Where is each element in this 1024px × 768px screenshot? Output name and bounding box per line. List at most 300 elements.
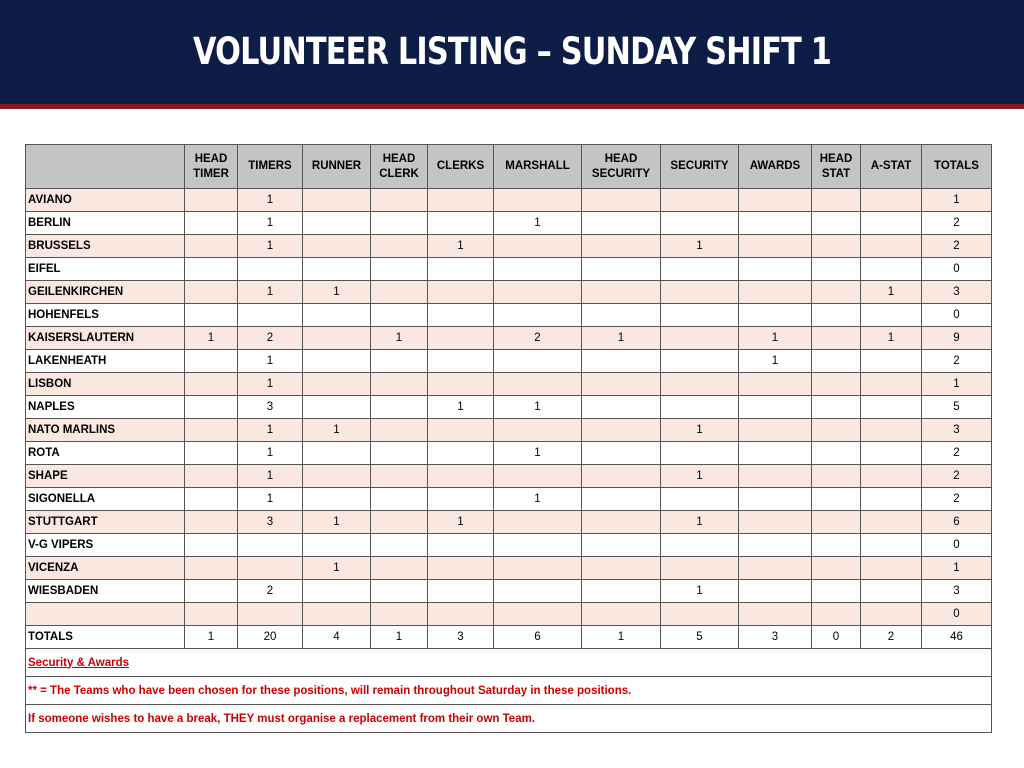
team-name: TOTALS (26, 626, 185, 649)
table-cell (739, 304, 812, 327)
table-cell (185, 580, 238, 603)
table-cell (661, 327, 739, 350)
table-cell: 3 (922, 419, 992, 442)
table-cell (661, 304, 739, 327)
table-cell (861, 580, 922, 603)
table-cell (582, 534, 661, 557)
column-header-line1: HEAD (194, 152, 228, 165)
table-cell (739, 258, 812, 281)
table-cell (861, 419, 922, 442)
column-header-line1: TOTALS (934, 160, 979, 172)
team-name: WIESBADEN (26, 580, 185, 603)
table-cell (494, 304, 582, 327)
header-cell-team (26, 145, 185, 189)
table-cell: 4 (303, 626, 371, 649)
table-cell (303, 327, 371, 350)
table-cell: 6 (922, 511, 992, 534)
table-cell (861, 350, 922, 373)
team-name: ROTA (26, 442, 185, 465)
column-header-line1: CLERKS (436, 160, 485, 172)
table-cell (185, 189, 238, 212)
table-cell: 1 (185, 626, 238, 649)
table-cell (582, 212, 661, 235)
table-cell (739, 511, 812, 534)
table-cell (861, 465, 922, 488)
table-cell: 1 (303, 557, 371, 580)
table-cell (661, 488, 739, 511)
team-name: KAISERSLAUTERN (26, 327, 185, 350)
table-cell (303, 350, 371, 373)
table-cell (861, 258, 922, 281)
table-row (26, 511, 992, 534)
table-cell (812, 373, 861, 396)
table-cell (428, 603, 494, 626)
table-cell: 1 (428, 511, 494, 534)
table-row (26, 235, 992, 258)
table-cell: 6 (494, 626, 582, 649)
table-cell (812, 304, 861, 327)
table-cell: 2 (922, 350, 992, 373)
note-row (26, 649, 992, 677)
table-cell (494, 373, 582, 396)
table-cell (661, 442, 739, 465)
table-cell (812, 603, 861, 626)
table-cell (303, 258, 371, 281)
table-cell: 1 (428, 396, 494, 419)
column-header-line1: TIMERS (248, 160, 292, 172)
table-cell: 2 (861, 626, 922, 649)
totals-row (26, 626, 992, 649)
table-cell: 1 (739, 327, 812, 350)
table-cell (582, 442, 661, 465)
table-cell: 1 (371, 626, 428, 649)
table-cell: 1 (303, 281, 371, 304)
team-name: BRUSSELS (26, 235, 185, 258)
table-cell (371, 350, 428, 373)
table-cell (371, 396, 428, 419)
table-cell: 1 (238, 235, 303, 258)
column-header (922, 145, 992, 189)
column-header (185, 145, 238, 189)
table-cell (494, 258, 582, 281)
table-cell: 20 (238, 626, 303, 649)
table-cell (185, 396, 238, 419)
table-cell: 2 (238, 327, 303, 350)
table-cell (428, 534, 494, 557)
table-cell (582, 580, 661, 603)
table-cell (861, 235, 922, 258)
table-cell (812, 327, 861, 350)
table-body (26, 189, 992, 733)
table-cell (812, 465, 861, 488)
table-cell (812, 419, 861, 442)
table-cell: 2 (922, 442, 992, 465)
table-cell (739, 603, 812, 626)
column-header (661, 145, 739, 189)
table-cell: 3 (238, 396, 303, 419)
table-cell (371, 304, 428, 327)
table-cell (185, 603, 238, 626)
note-text: Security & Awards (26, 649, 992, 677)
team-name: GEILENKIRCHEN (26, 281, 185, 304)
team-name: V-G VIPERS (26, 534, 185, 557)
table-cell (494, 350, 582, 373)
table-cell (861, 442, 922, 465)
table-cell: 2 (922, 212, 992, 235)
table-cell (303, 603, 371, 626)
team-name: EIFEL (26, 258, 185, 281)
table-cell (739, 189, 812, 212)
table-row (26, 258, 992, 281)
table-cell (812, 511, 861, 534)
table-row (26, 396, 992, 419)
table-cell: 1 (661, 419, 739, 442)
table-cell (661, 534, 739, 557)
table-cell (861, 557, 922, 580)
column-header (494, 145, 582, 189)
table-cell (739, 212, 812, 235)
table-cell (582, 235, 661, 258)
column-header-line1: HEAD (382, 152, 416, 165)
table-cell (428, 442, 494, 465)
table-cell: 1 (494, 488, 582, 511)
table-cell (494, 511, 582, 534)
table-cell (185, 258, 238, 281)
table-cell (185, 235, 238, 258)
table-cell (861, 534, 922, 557)
table-row (26, 327, 992, 350)
team-name: BERLIN (26, 212, 185, 235)
table-row (26, 350, 992, 373)
table-cell (371, 281, 428, 304)
table-cell: 3 (428, 626, 494, 649)
table-cell (494, 603, 582, 626)
table-cell (185, 350, 238, 373)
table-cell (739, 580, 812, 603)
table-cell: 1 (494, 212, 582, 235)
table-cell (582, 304, 661, 327)
table-cell (661, 350, 739, 373)
column-header (238, 145, 303, 189)
table-cell (428, 557, 494, 580)
column-header (428, 145, 494, 189)
table-cell: 1 (582, 626, 661, 649)
table-cell: 1 (582, 327, 661, 350)
table-cell: 1 (428, 235, 494, 258)
table-cell (303, 396, 371, 419)
table-cell: 0 (922, 603, 992, 626)
table-cell (371, 557, 428, 580)
table-cell: 1 (922, 557, 992, 580)
table-cell (371, 419, 428, 442)
table-cell (861, 373, 922, 396)
table-cell (185, 304, 238, 327)
table-row (26, 189, 992, 212)
table-cell (371, 442, 428, 465)
table-cell (303, 465, 371, 488)
table-cell (371, 373, 428, 396)
column-header (303, 145, 371, 189)
table-cell (371, 189, 428, 212)
table-cell (861, 396, 922, 419)
table-cell (661, 603, 739, 626)
table-cell: 3 (739, 626, 812, 649)
volunteer-table (25, 144, 992, 733)
table-cell (428, 419, 494, 442)
table-cell: 46 (922, 626, 992, 649)
team-name: NATO MARLINS (26, 419, 185, 442)
table-cell (371, 212, 428, 235)
table-row (26, 603, 992, 626)
table-cell (428, 580, 494, 603)
table-row (26, 281, 992, 304)
table-cell (582, 603, 661, 626)
table-cell: 1 (922, 189, 992, 212)
table-cell (739, 534, 812, 557)
table-cell (739, 235, 812, 258)
table-cell (303, 212, 371, 235)
table-cell (582, 396, 661, 419)
table-cell (861, 304, 922, 327)
table-row (26, 534, 992, 557)
header-row (26, 145, 992, 189)
table-cell (428, 212, 494, 235)
table-cell (428, 465, 494, 488)
table-cell (303, 534, 371, 557)
table-cell: 5 (661, 626, 739, 649)
table-cell: 1 (238, 465, 303, 488)
table-cell: 2 (922, 235, 992, 258)
note-text: ** = The Teams who have been chosen for these positions, will remain throughout Saturday in these positions. (26, 677, 992, 705)
header-divider (0, 104, 1024, 109)
column-header (582, 145, 661, 189)
table-cell (812, 580, 861, 603)
table-cell: 1 (371, 327, 428, 350)
table-cell (582, 350, 661, 373)
table-cell (428, 304, 494, 327)
table-cell: 2 (922, 488, 992, 511)
table-cell (185, 534, 238, 557)
table-cell (185, 557, 238, 580)
table-cell (303, 189, 371, 212)
table-cell (739, 373, 812, 396)
table-cell (739, 396, 812, 419)
table-cell (739, 419, 812, 442)
column-header-line1: HEAD (819, 152, 853, 165)
table-cell: 3 (238, 511, 303, 534)
table-cell: 2 (922, 465, 992, 488)
table-cell (185, 465, 238, 488)
table-cell: 1 (238, 488, 303, 511)
column-header-line1: A-STAT (870, 160, 912, 172)
table-cell (661, 258, 739, 281)
table-cell (185, 419, 238, 442)
table-cell: 0 (922, 534, 992, 557)
table-cell (494, 419, 582, 442)
team-name: NAPLES (26, 396, 185, 419)
table-cell (371, 580, 428, 603)
table-cell: 2 (238, 580, 303, 603)
table-cell (494, 189, 582, 212)
table-cell: 1 (238, 189, 303, 212)
table-cell: 0 (812, 626, 861, 649)
table-cell (812, 534, 861, 557)
table-row (26, 373, 992, 396)
table-cell (185, 212, 238, 235)
table-cell (428, 488, 494, 511)
table-cell (812, 396, 861, 419)
table-cell (812, 281, 861, 304)
table-cell (861, 488, 922, 511)
table-cell (185, 511, 238, 534)
table-cell (303, 442, 371, 465)
table-row (26, 442, 992, 465)
table-row (26, 488, 992, 511)
table-cell: 1 (861, 281, 922, 304)
table-cell: 1 (661, 511, 739, 534)
column-header-line1: AWARDS (749, 160, 801, 172)
team-name: HOHENFELS (26, 304, 185, 327)
table-cell (812, 189, 861, 212)
team-name: SHAPE (26, 465, 185, 488)
table-cell (812, 442, 861, 465)
table-cell (661, 189, 739, 212)
table-cell (494, 281, 582, 304)
table-cell (238, 603, 303, 626)
table-cell (303, 373, 371, 396)
table-cell (661, 281, 739, 304)
table-cell (494, 235, 582, 258)
table-cell: 1 (494, 396, 582, 419)
table-cell (861, 212, 922, 235)
table-cell: 1 (661, 580, 739, 603)
table-cell: 0 (922, 304, 992, 327)
column-header-line2: CLERK (379, 167, 419, 180)
table-cell (582, 465, 661, 488)
table-cell: 5 (922, 396, 992, 419)
table-cell (371, 603, 428, 626)
table-cell (238, 534, 303, 557)
table-cell (661, 557, 739, 580)
table-cell: 1 (238, 350, 303, 373)
table-cell: 3 (922, 281, 992, 304)
column-header-line1: MARSHALL (505, 160, 570, 172)
table-row (26, 304, 992, 327)
table-cell (812, 488, 861, 511)
table-cell (494, 465, 582, 488)
table-cell (185, 442, 238, 465)
table-cell (582, 419, 661, 442)
table-cell (861, 603, 922, 626)
table-cell (428, 258, 494, 281)
table-cell: 1 (238, 442, 303, 465)
column-header-line2: STAT (821, 167, 851, 180)
team-name: SIGONELLA (26, 488, 185, 511)
table-row (26, 465, 992, 488)
team-name: LISBON (26, 373, 185, 396)
column-header-line2: TIMER (193, 167, 229, 180)
table-cell (371, 488, 428, 511)
table-cell (661, 396, 739, 419)
table-cell (861, 511, 922, 534)
table-row (26, 557, 992, 580)
table-cell: 1 (303, 511, 371, 534)
column-header-line1: SECURITY (670, 160, 729, 172)
slide-header (0, 0, 1024, 104)
table-cell (303, 235, 371, 258)
note-row (26, 677, 992, 705)
table-cell (582, 557, 661, 580)
note-row (26, 705, 992, 733)
table-cell: 9 (922, 327, 992, 350)
table-cell (582, 258, 661, 281)
table-cell: 1 (661, 465, 739, 488)
table-cell (582, 189, 661, 212)
table-cell (739, 281, 812, 304)
table-cell (371, 465, 428, 488)
column-header (861, 145, 922, 189)
column-header-line2: SECURITY (591, 167, 651, 180)
team-name: STUTTGART (26, 511, 185, 534)
slide-title: VOLUNTEER LISTING – SUNDAY SHIFT 1 (192, 30, 832, 73)
table-cell (739, 557, 812, 580)
table-cell (739, 442, 812, 465)
column-header-line1: HEAD (604, 152, 638, 165)
table-cell: 1 (303, 419, 371, 442)
table-cell (661, 212, 739, 235)
table-cell (185, 488, 238, 511)
table-cell: 1 (238, 419, 303, 442)
table-cell: 0 (922, 258, 992, 281)
table-cell (371, 235, 428, 258)
table-cell (428, 327, 494, 350)
table-cell: 1 (238, 281, 303, 304)
table-cell (428, 350, 494, 373)
table-cell (428, 373, 494, 396)
table-cell: 1 (238, 212, 303, 235)
table-cell (238, 258, 303, 281)
column-header (739, 145, 812, 189)
table-cell: 1 (739, 350, 812, 373)
table-cell (812, 557, 861, 580)
table-cell (238, 557, 303, 580)
team-name: VICENZA (26, 557, 185, 580)
table-cell: 1 (494, 442, 582, 465)
table-row (26, 419, 992, 442)
table-cell: 1 (861, 327, 922, 350)
table-cell (371, 534, 428, 557)
table-cell (582, 281, 661, 304)
note-text: If someone wishes to have a break, THEY must organise a replacement from their own Team. (26, 705, 992, 733)
table-cell (185, 373, 238, 396)
column-header (812, 145, 861, 189)
table-cell (303, 304, 371, 327)
table-cell (582, 488, 661, 511)
table-cell (812, 235, 861, 258)
table-cell (582, 373, 661, 396)
team-name: LAKENHEATH (26, 350, 185, 373)
table-cell: 1 (185, 327, 238, 350)
table-cell (371, 258, 428, 281)
table-cell (582, 511, 661, 534)
table-cell (303, 488, 371, 511)
column-header (371, 145, 428, 189)
team-name (26, 603, 185, 626)
table-cell (371, 511, 428, 534)
table-cell (303, 580, 371, 603)
table-cell (739, 465, 812, 488)
table-cell (812, 258, 861, 281)
